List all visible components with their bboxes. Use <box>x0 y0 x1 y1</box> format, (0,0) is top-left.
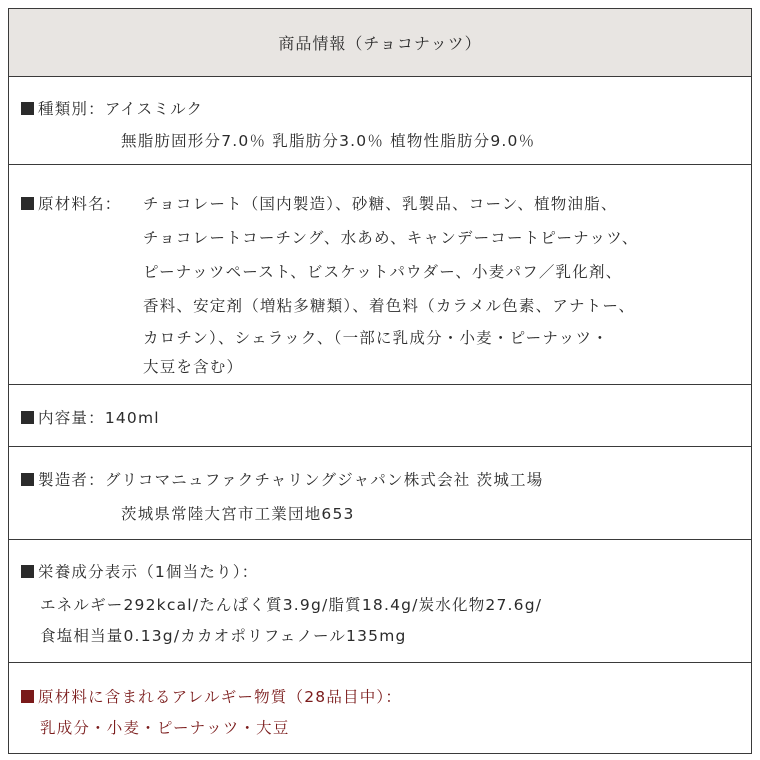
content-value: 140ml <box>104 409 160 427</box>
content-line <box>21 406 160 428</box>
ingredients-line: カロチン）、シェラック、（一部に乳成分・小麦・ピーナッツ・ <box>143 329 609 347</box>
ingredients-label: 原材料名： <box>38 195 122 213</box>
type-detail: 無脂肪固形分7.0％ 乳脂肪分3.0％ 植物性脂肪分9.0％ <box>121 132 536 150</box>
square-bullet-icon <box>21 690 34 703</box>
ingredients-line: 大豆を含む） <box>143 358 244 376</box>
type-row <box>9 76 751 165</box>
product-info-table <box>8 8 752 754</box>
maker-row <box>9 447 751 540</box>
type-label: 種類別： <box>38 100 105 118</box>
maker-address: 茨城県常陸大宮市工業団地653 <box>121 505 355 523</box>
square-bullet-icon <box>21 473 34 486</box>
square-bullet-icon <box>21 565 34 578</box>
nutrition-label: 栄養成分表示（1個当たり）： <box>38 563 259 581</box>
nutrition-row <box>9 540 751 663</box>
allergens-label-line <box>21 685 402 707</box>
maker-line <box>21 468 543 490</box>
content-label: 内容量： <box>38 409 105 427</box>
allergens-row <box>9 663 751 753</box>
ingredients-label-line <box>21 192 122 214</box>
ingredients-line: チョコレート（国内製造）、砂糖、乳製品、コーン、植物油脂、 <box>143 195 618 213</box>
content-row <box>9 385 751 447</box>
nutrition-label-line <box>21 560 258 582</box>
allergens-value: 乳成分・小麦・ピーナッツ・大豆 <box>40 719 290 737</box>
type-value: アイスミルク <box>104 100 204 118</box>
ingredients-line: ピーナッツペースト、ビスケットパウダー、小麦パフ／乳化剤、 <box>143 263 623 281</box>
nutrition-line: 食塩相当量0.13g/カカオポリフェノール135mg <box>40 627 407 645</box>
table-title: 商品情報（チョコナッツ） <box>278 34 482 53</box>
type-line <box>21 97 203 119</box>
allergens-label: 原材料に含まれるアレルギー物質（28品目中）： <box>38 688 403 706</box>
ingredients-line: 香料、安定剤（増粘多糖類）、着色料（カラメル色素、アナトー、 <box>143 297 636 315</box>
nutrition-line: エネルギー292kcal/たんぱく質3.9g/脂質18.4g/炭水化物27.6g/ <box>40 596 543 614</box>
square-bullet-icon <box>21 102 34 115</box>
ingredients-row <box>9 165 751 385</box>
square-bullet-icon <box>21 411 34 424</box>
maker-value: グリコマニュファクチャリングジャパン株式会社 茨城工場 <box>104 471 544 489</box>
maker-label: 製造者： <box>38 471 105 489</box>
square-bullet-icon <box>21 197 34 210</box>
ingredients-line: チョコレートコーチング、水あめ、キャンデーコートピーナッツ、 <box>143 229 639 247</box>
table-header <box>9 9 751 77</box>
